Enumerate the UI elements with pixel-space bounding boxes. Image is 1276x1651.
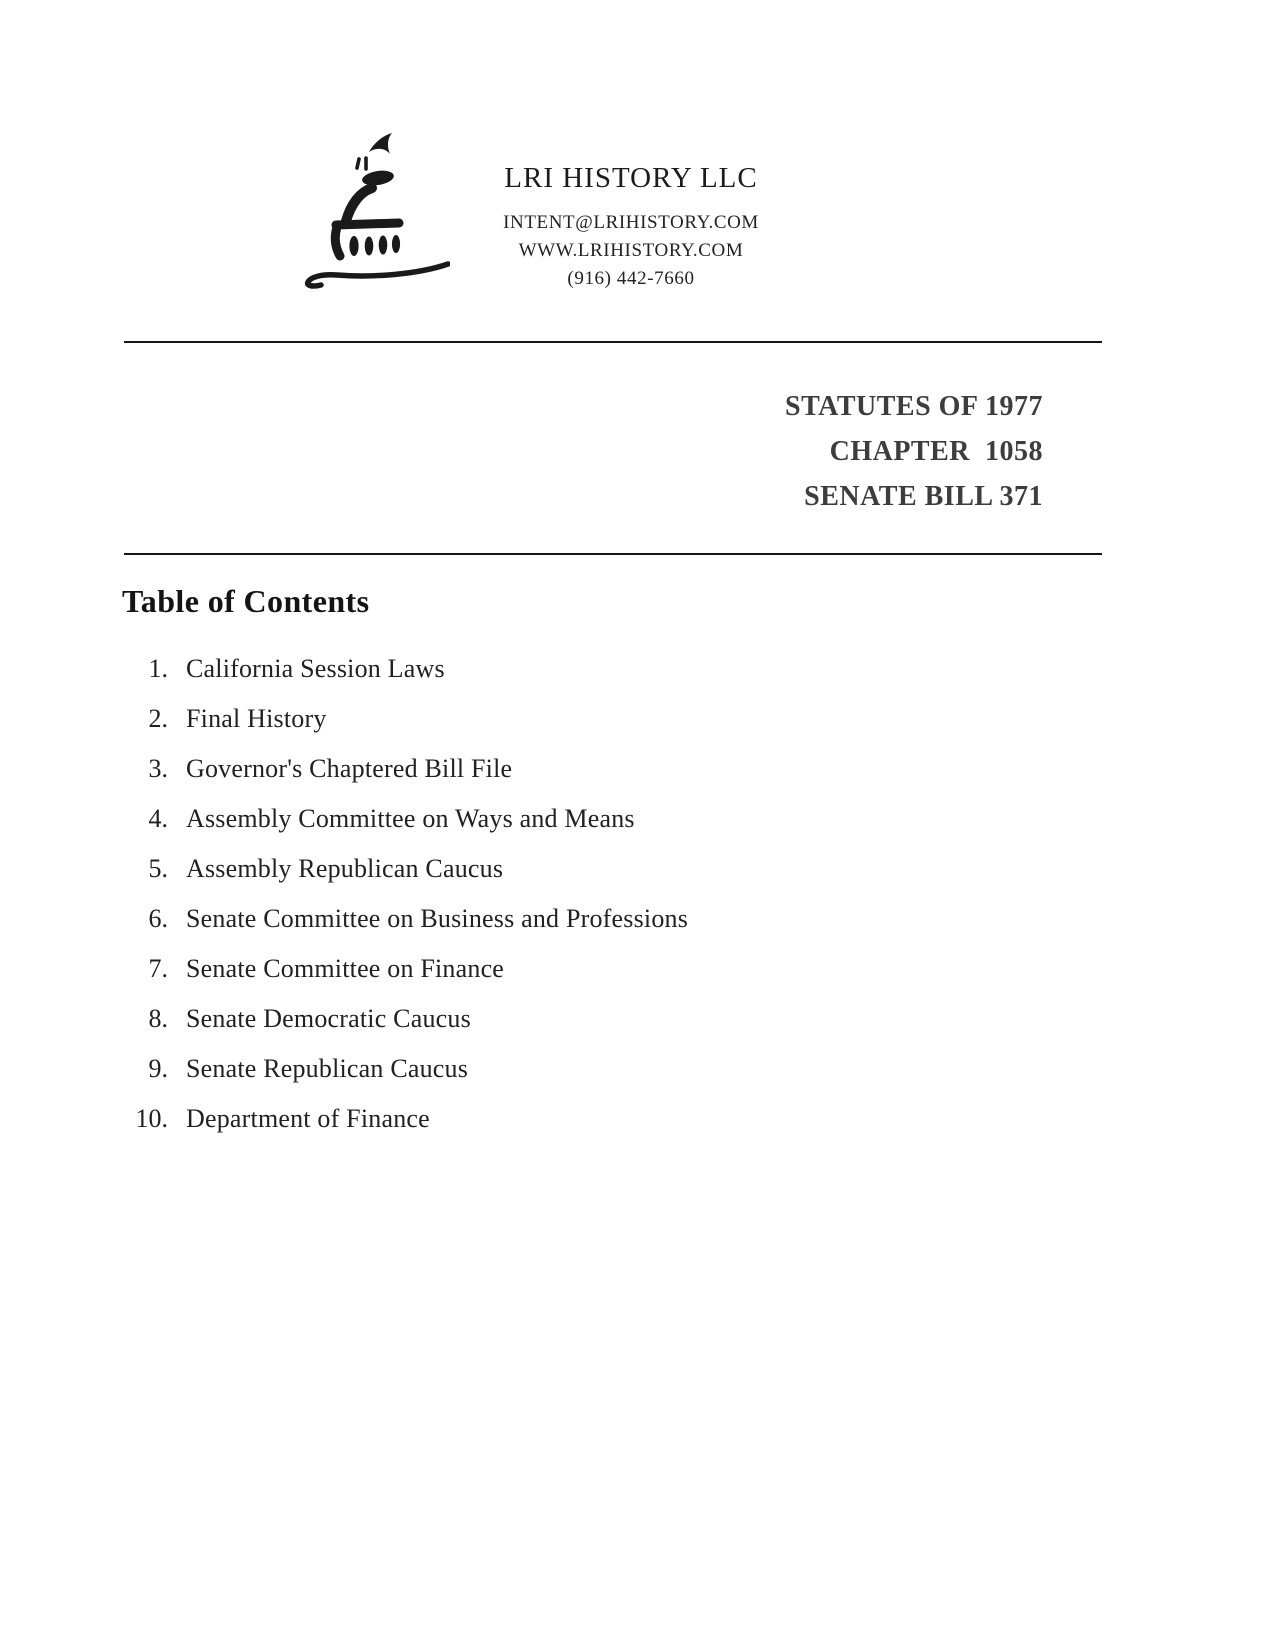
toc-item <box>100 804 1050 854</box>
toc-item <box>100 904 1050 954</box>
toc-item-number: 8. <box>148 1004 168 1033</box>
toc-item <box>100 654 1050 704</box>
company-phone: (916) 442-7660 <box>567 268 695 289</box>
toc-heading: Table of Contents <box>122 583 370 619</box>
toc-item-label: Assembly Republican Caucus <box>186 854 504 883</box>
toc-item <box>100 1054 1050 1104</box>
toc-item <box>100 704 1050 754</box>
toc-list <box>100 654 1050 1154</box>
toc-item-number: 6. <box>148 904 168 933</box>
toc-item-number: 4. <box>148 804 168 833</box>
toc-item-label: Assembly Committee on Ways and Means <box>186 804 635 833</box>
chapter-line: CHAPTER 1058 <box>829 436 1043 467</box>
statutes-line: STATUTES OF 1977 <box>785 391 1043 422</box>
toc-item-number: 9. <box>148 1054 168 1083</box>
toc-item-label: Governor's Chaptered Bill File <box>186 754 513 783</box>
toc-item-label: Department of Finance <box>186 1104 430 1133</box>
toc-item-number: 1. <box>148 654 168 683</box>
capitol-dome-icon <box>298 128 450 290</box>
toc-item <box>100 854 1050 904</box>
toc-item-number: 5. <box>148 854 168 883</box>
toc-item-label: Senate Committee on Finance <box>186 954 505 983</box>
company-name: LRI HISTORY LLC <box>504 162 758 194</box>
toc-item <box>100 1104 1050 1154</box>
senate-bill-line: SENATE BILL 371 <box>804 481 1043 512</box>
toc-item <box>100 954 1050 1004</box>
toc-item-label: Final History <box>186 704 327 733</box>
toc-item-number: 10. <box>135 1104 168 1133</box>
toc-item-label: Senate Democratic Caucus <box>186 1004 471 1033</box>
toc-item-number: 2. <box>148 704 168 733</box>
divider-top <box>124 341 1102 343</box>
capitol-dome-logo <box>298 128 450 290</box>
toc-item-number: 3. <box>148 754 168 783</box>
toc-item-label: Senate Committee on Business and Professions <box>186 904 689 933</box>
toc-item-label: California Session Laws <box>186 654 445 683</box>
divider-bottom <box>124 553 1102 555</box>
company-header <box>497 160 765 293</box>
company-email: INTENT@LRIHISTORY.COM <box>503 212 759 233</box>
toc-item <box>100 754 1050 804</box>
toc-item-label: Senate Republican Caucus <box>186 1054 469 1083</box>
bill-title-block <box>785 384 1043 519</box>
toc-item <box>100 1004 1050 1054</box>
company-website: WWW.LRIHISTORY.COM <box>518 240 744 261</box>
toc-item-number: 7. <box>148 954 168 983</box>
